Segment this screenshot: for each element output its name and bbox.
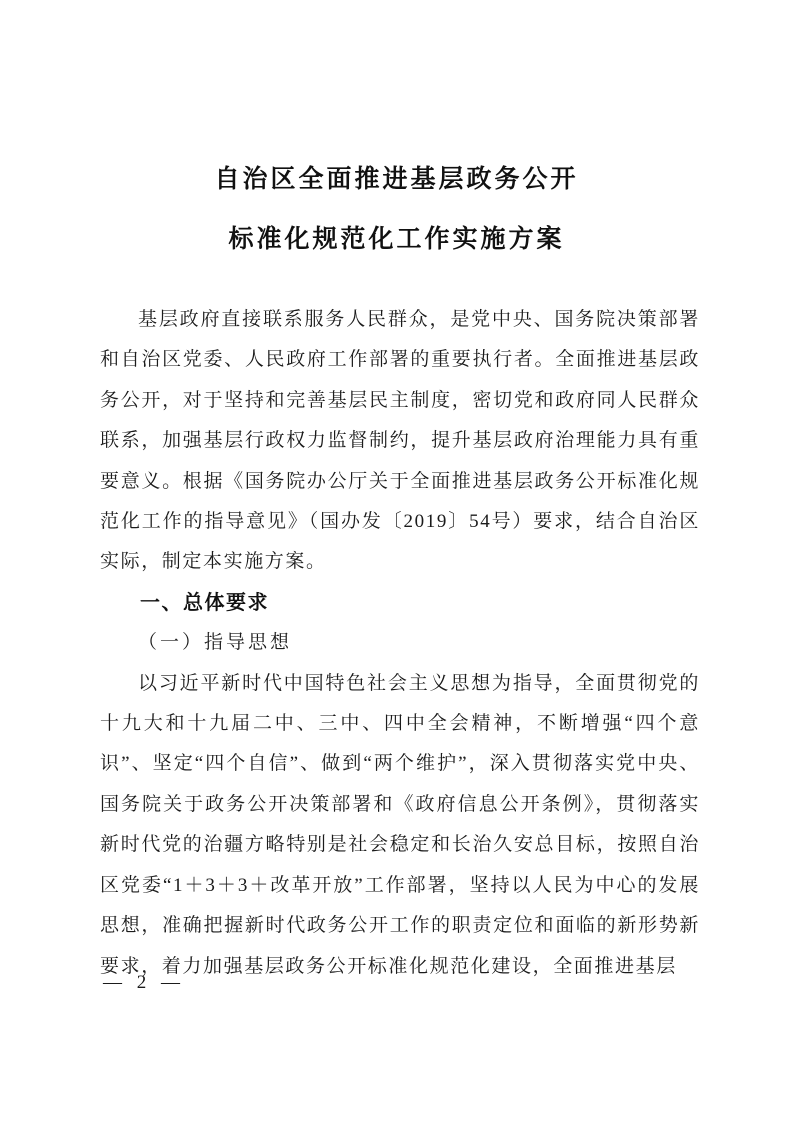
paragraph-guiding-ideology: 以习近平新时代中国特色社会主义思想为指导，全面贯彻党的十九大和十九届二中、三中、四中全会精神，不断增强“四个意识”、坚定“四个自信”、做到“两个维护”，深入贯彻落实党中央、国务院关于政务公开决策部署和《政府信息公开条例》，贯彻落实新时代党的治疆方略特别是社会稳定和长治久安总目标，按照自治区党委“1＋3＋3＋改革开放”工作部署，坚持以人民为中心的发展思想，准确把握新时代政务公开工作的职责定位和面临的新形势新要求，着力加强基层政务公开标准化规范化建设，全面推进基层 xyxy=(100,672,700,977)
subsection-heading-guiding-ideology: （一）指导思想 xyxy=(138,632,293,654)
page-number: — 2 — xyxy=(103,972,182,993)
section-heading-overall-requirements: 一、总体要求 xyxy=(140,591,269,614)
document-body xyxy=(100,300,700,987)
document-title xyxy=(0,150,793,270)
paragraph-intro: 基层政府直接联系服务人民群众，是党中央、国务院决策部署和自治区党委、人民政府工作部署的重要执行者。全面推进基层政务公开，对于坚持和完善基层民主制度，密切党和政府同人民群众联系，加强基层行政权力监督制约，提升基层政府治理能力具有重要意义。根据《国务院办公厅关于全面推进基层政务公开标准化规范化工作的指导意见》（国办发〔2019〕54号）要求，结合自治区实际，制定本实施方案。 xyxy=(100,309,700,573)
document-title-line-2: 标准化规范化工作实施方案 xyxy=(228,226,565,253)
document-title-line-1: 自治区全面推进基层政务公开 xyxy=(214,166,579,193)
